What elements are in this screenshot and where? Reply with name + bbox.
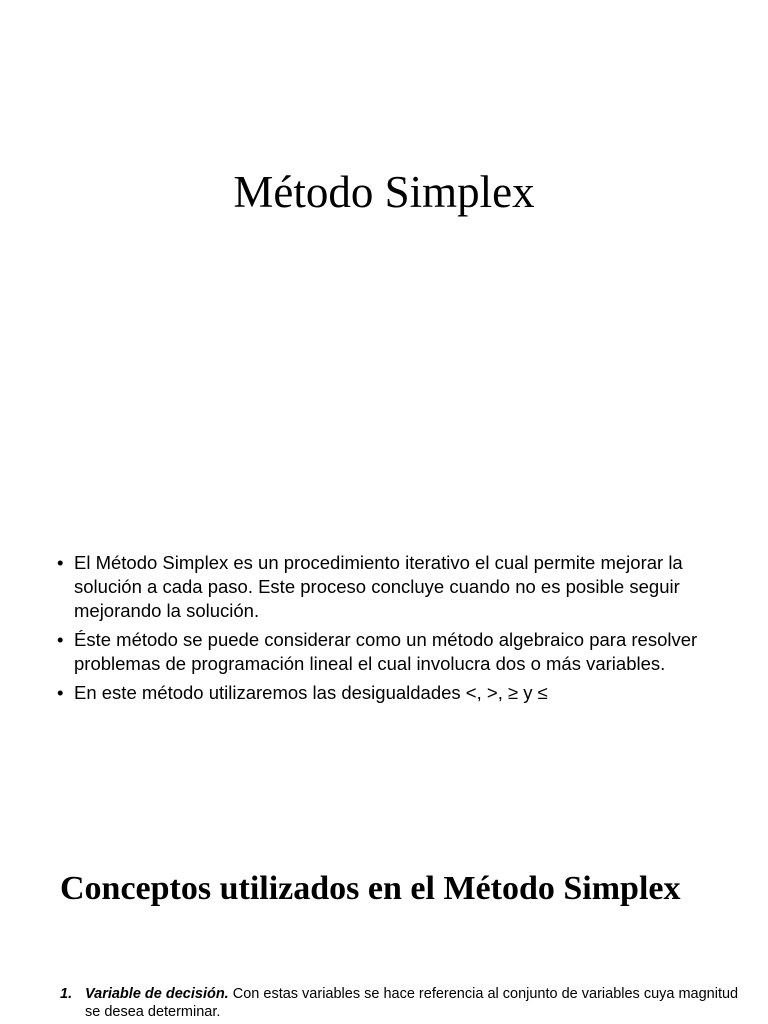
bullet-icon: • xyxy=(57,682,64,703)
bullet-item xyxy=(56,628,736,676)
numbered-item xyxy=(60,985,740,1021)
bullet-text: El Método Simplex es un procedimiento iterativo el cual permite mejorar la solución a cada paso. Este proceso concluye cuando no es posible seguir mejorando la solución. xyxy=(74,552,683,621)
bullet-icon: • xyxy=(57,629,64,650)
slide-title: Método Simplex xyxy=(233,167,535,217)
item-description: Con estas variables se hace referencia al conjunto de variables cuya magnitud se desea determinar. xyxy=(85,986,739,1020)
bullet-text: Éste método se puede considerar como un método algebraico para resolver problemas de programación lineal el cual involucra dos o más variables. xyxy=(74,629,698,674)
item-term: Variable de decisión. xyxy=(85,986,229,1002)
bullet-item xyxy=(56,551,736,623)
section-heading: Conceptos utilizados en el Método Simplex xyxy=(60,870,681,907)
bullet-text: En este método utilizaremos las desigualdades <, >, ≥ y ≤ xyxy=(74,682,548,703)
bullet-item xyxy=(56,681,736,705)
item-number: 1. xyxy=(60,986,73,1002)
bullet-list xyxy=(56,551,736,710)
bullet-icon: • xyxy=(57,552,64,573)
numbered-list xyxy=(60,985,740,1021)
